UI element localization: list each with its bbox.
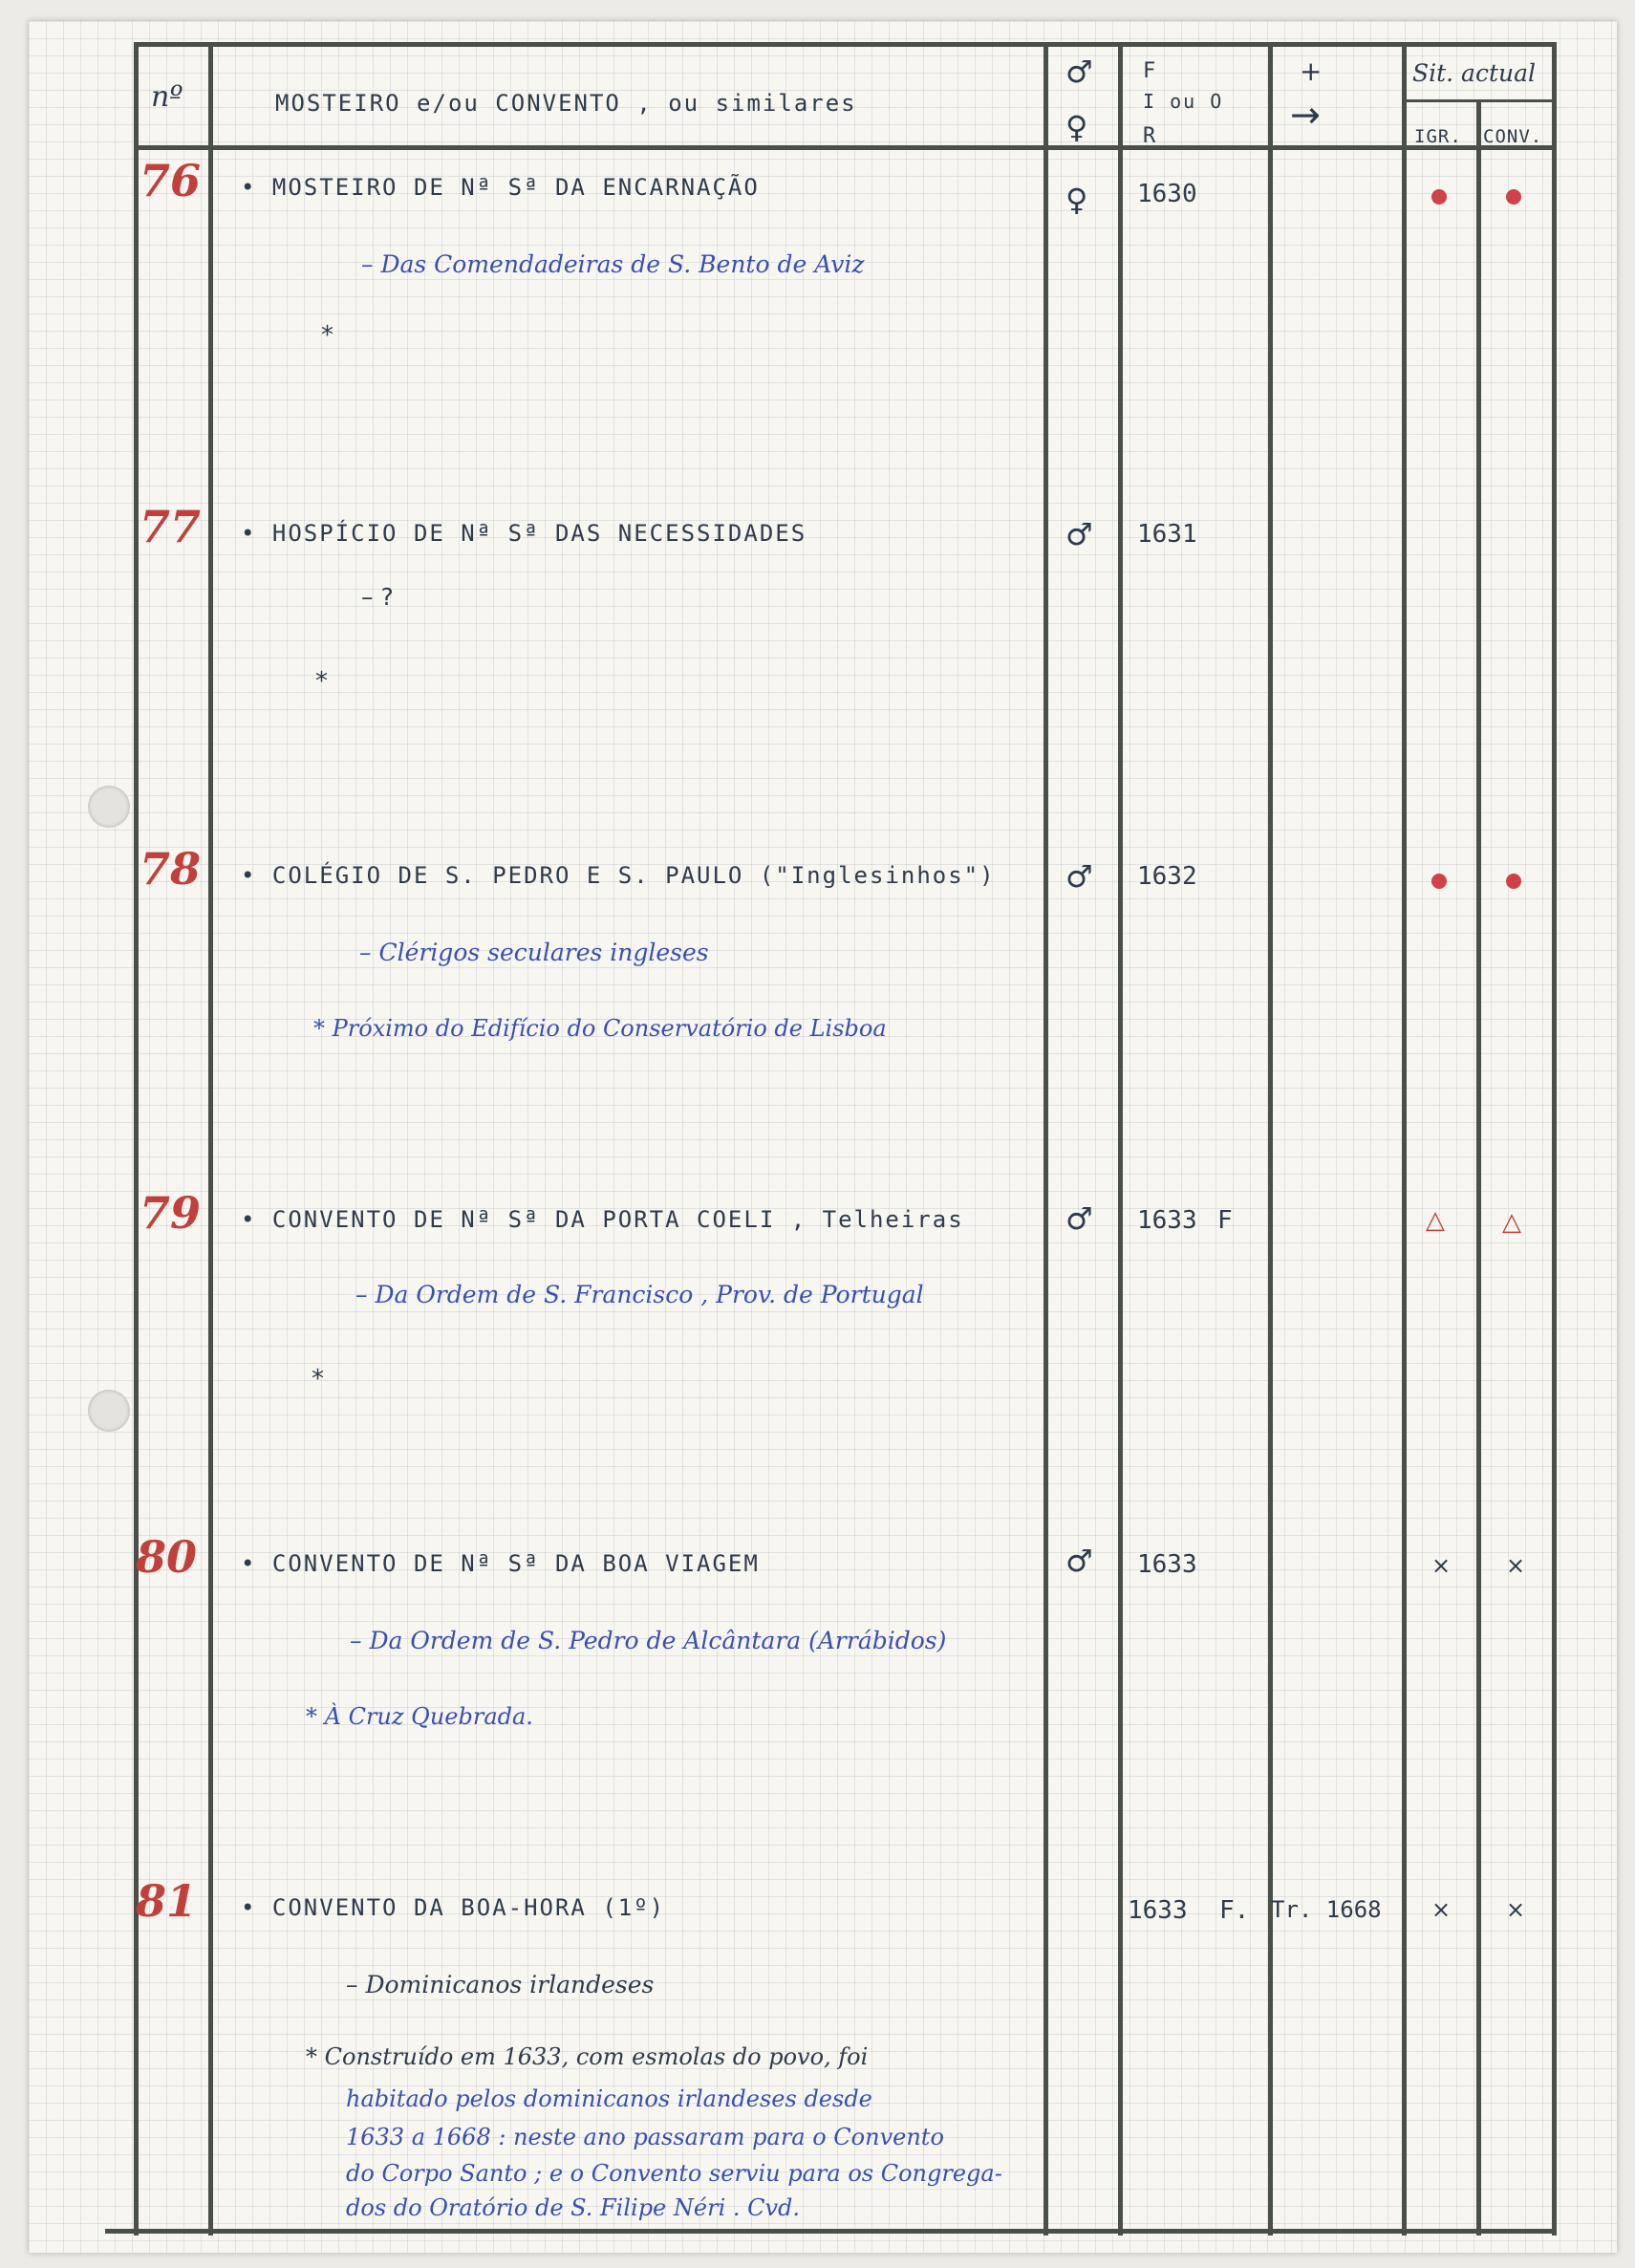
entry-76-subtitle: – Das Comendadeiras de S. Bento de Aviz: [361, 250, 865, 278]
entry-76-year: 1630: [1137, 180, 1197, 208]
entry-78-note: * Próximo do Edifício do Conservatório de Lisboa: [313, 1015, 887, 1042]
column-divider-title: [208, 42, 213, 2236]
column-divider-sit: [1402, 42, 1407, 2236]
entry-77-sex: ♂: [1065, 516, 1093, 552]
entry-81-title: • CONVENTO DA BOA-HORA (1º): [241, 1894, 666, 1921]
header-r: R: [1143, 124, 1158, 148]
table-border-right: [1552, 42, 1557, 2236]
entry-79-igr-status: △: [1426, 1206, 1445, 1235]
entry-81-fir: F.: [1219, 1896, 1250, 1925]
entry-77-number: 77: [140, 501, 202, 552]
entry-80-note: * À Cruz Quebrada.: [306, 1703, 533, 1730]
column-divider-conv: [1476, 99, 1481, 2236]
entry-76-conv-status: [1506, 189, 1521, 205]
entry-80-conv-status: ×: [1506, 1552, 1526, 1579]
entry-81-plus: Tr. 1668: [1271, 1896, 1382, 1923]
entry-76-number: 76: [140, 155, 202, 206]
header-bottom-line: [134, 145, 1557, 150]
entry-80-year: 1633: [1137, 1550, 1197, 1579]
entry-81-note-line-3: 1633 a 1668 : neste ano passaram para o Convento: [346, 2124, 944, 2150]
entry-79-note: *: [312, 1365, 324, 1393]
entry-79-subtitle: – Da Ordem de S. Francisco , Prov. de Portugal: [355, 1281, 924, 1308]
entry-80-subtitle: – Da Ordem de S. Pedro de Alcântara (Arrábidos): [350, 1627, 947, 1654]
entry-79-year: 1633: [1137, 1206, 1197, 1235]
header-arrow: →: [1290, 94, 1321, 136]
entry-78-igr-status: [1431, 874, 1447, 889]
entry-81-conv-status: ×: [1506, 1896, 1526, 1923]
entry-77-title: • HOSPÍCIO DE Nª Sª DAS NECESSIDADES: [241, 520, 807, 547]
entry-76-sex: ♀: [1065, 182, 1088, 218]
header-sit-actual: Sit. actual: [1412, 59, 1537, 87]
sit-subheader-line: [1402, 99, 1555, 102]
entry-81-number: 81: [136, 1875, 198, 1927]
header-f: F: [1143, 59, 1158, 83]
column-divider-sex: [1043, 42, 1048, 2236]
header-title: MOSTEIRO e/ou CONVENTO , ou similares: [275, 90, 857, 117]
header-igr: IGR.: [1414, 126, 1462, 147]
header-conv: CONV.: [1483, 126, 1543, 147]
entry-81-note-line-4: do Corpo Santo ; e o Convento serviu para os Congrega-: [346, 2160, 1002, 2187]
entry-79-sex: ♂: [1065, 1200, 1093, 1237]
entry-81-note-line-5: dos do Oratório de S. Filipe Néri . Cvd.: [346, 2194, 801, 2221]
entry-80-number: 80: [136, 1531, 198, 1583]
entry-78-sex: ♂: [1065, 858, 1093, 895]
header-female-symbol: ♀: [1065, 109, 1088, 145]
entry-80-sex: ♂: [1065, 1543, 1093, 1579]
entry-81-year: 1633: [1128, 1896, 1188, 1925]
entry-81-subtitle: – Dominicanos irlandeses: [346, 1971, 655, 1998]
entry-80-igr-status: ×: [1431, 1552, 1452, 1579]
entry-78-number: 78: [140, 843, 202, 895]
entry-78-conv-status: [1506, 874, 1521, 889]
table-border-top: [134, 42, 1557, 47]
entry-79-fir: F: [1217, 1206, 1233, 1235]
header-plus: +: [1300, 55, 1323, 87]
entry-79-conv-status: △: [1502, 1208, 1521, 1237]
entry-81-note-line-2: habitado pelos dominicanos irlandeses desde: [346, 2085, 872, 2112]
entry-77-note: *: [315, 667, 328, 696]
entry-78-title: • COLÉGIO DE S. PEDRO E S. PAULO ("Inglesinhos"): [241, 862, 996, 889]
column-divider-fir: [1118, 42, 1123, 2236]
header-number: nº: [151, 80, 183, 114]
punch-hole-bottom: [88, 1390, 130, 1432]
entry-79-title: • CONVENTO DE Nª Sª DA PORTA COELI , Telheiras: [241, 1206, 964, 1233]
table-border-bottom: [105, 2229, 1557, 2234]
entry-79-number: 79: [140, 1187, 202, 1239]
entry-76-igr-status: [1431, 189, 1447, 205]
header-male-symbol: ♂: [1065, 54, 1093, 90]
entry-77-year: 1631: [1137, 520, 1197, 549]
entry-81-igr-status: ×: [1431, 1896, 1452, 1923]
header-i-ou-o: I ou O: [1143, 90, 1224, 113]
entry-81-note-line-1: * Construído em 1633, com esmolas do povo, foi: [306, 2043, 869, 2070]
entry-76-title: • MOSTEIRO DE Nª Sª DA ENCARNAÇÃO: [241, 174, 760, 201]
entry-78-year: 1632: [1137, 862, 1197, 891]
record-sheet: [29, 21, 1617, 2253]
entry-77-subtitle: – ?: [361, 583, 394, 611]
entry-80-title: • CONVENTO DE Nª Sª DA BOA VIAGEM: [241, 1550, 760, 1577]
punch-hole-top: [88, 786, 130, 828]
entry-76-note: *: [321, 321, 333, 350]
entry-78-subtitle: – Clérigos seculares ingleses: [359, 939, 709, 966]
